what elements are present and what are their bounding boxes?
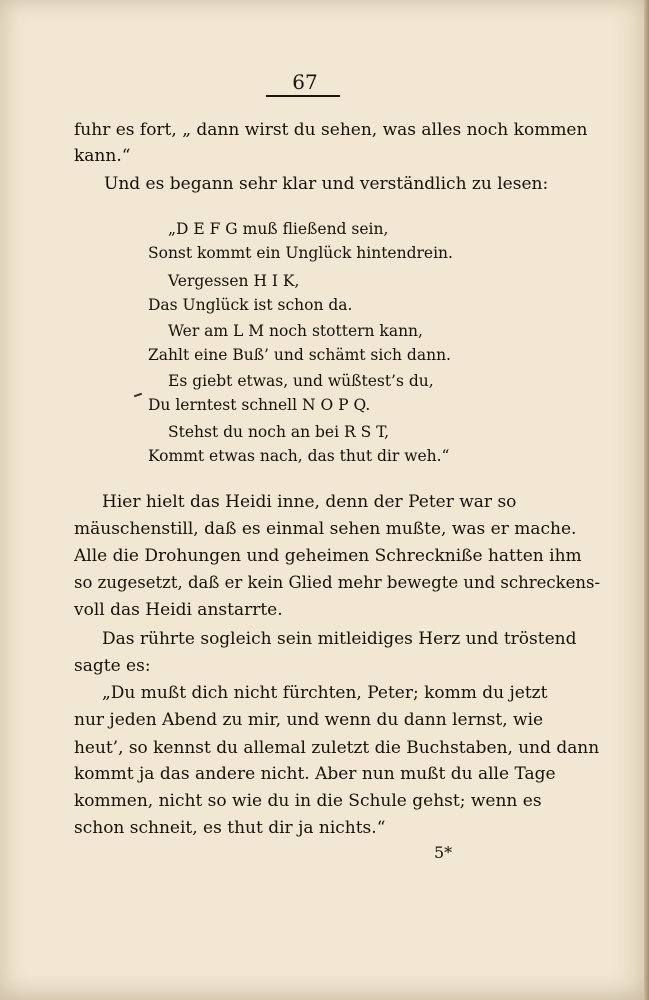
pencil-mark: [134, 393, 142, 398]
verse-line: Es giebt etwas, und wüßtest’s du,: [168, 372, 434, 390]
header-rule: [266, 95, 340, 97]
text-line: kommt ja das andere nicht. Aber nun mußt du alle Tage: [74, 764, 556, 784]
text-line: kommen, nicht so wie du in die Schule gehst; wenn es: [74, 791, 542, 811]
text-line: voll das Heidi anstarrte.: [74, 600, 283, 620]
verse-line: Stehst du noch an bei R S T,: [168, 423, 390, 441]
page-edge: [644, 0, 649, 1000]
verse-line: „D E F G muß fließend sein,: [168, 220, 389, 238]
text-line: Und es begann sehr klar und verständlich zu lesen:: [104, 174, 549, 194]
text-line: so zugesetzt, daß er kein Glied mehr bewegte und schreckens-: [74, 573, 601, 592]
verse-line: Wer am L M noch stottern kann,: [168, 322, 423, 340]
text-line: Hier hielt das Heidi inne, denn der Peter war so: [102, 492, 517, 512]
text-line: heut’, so kennst du allemal zuletzt die Buchstaben, und dann: [74, 737, 600, 757]
text-line: Das rührte sogleich sein mitleidiges Herz und tröstend: [102, 629, 577, 649]
text-line: „Du mußt dich nicht fürchten, Peter; komm du jetzt: [102, 683, 548, 703]
text-line: kann.“: [74, 146, 131, 166]
text-line: fuhr es fort, „ dann wirst du sehen, was alles noch kommen: [74, 120, 588, 140]
verse-line: Das Unglück ist schon da.: [148, 296, 353, 314]
verse-line: Zahlt eine Buß’ und schämt sich dann.: [148, 346, 451, 364]
verse-line: Vergessen H I K,: [168, 272, 300, 290]
verse-line: Du lerntest schnell N O P Q.: [148, 396, 371, 414]
text-line: sagte es:: [74, 656, 151, 676]
text-line: nur jeden Abend zu mir, und wenn du dann lernst, wie: [74, 710, 544, 730]
text-line: schon schneit, es thut dir ja nichts.“: [74, 818, 386, 838]
signature-mark: 5*: [434, 843, 453, 862]
verse-line: Kommt etwas nach, das thut dir weh.“: [148, 447, 450, 465]
page-number: 67: [292, 70, 318, 94]
text-line: Alle die Drohungen und geheimen Schreckniße hatten ihm: [74, 546, 582, 566]
text-line: mäuschenstill, daß es einmal sehen mußte, was er mache.: [74, 519, 577, 539]
verse-line: Sonst kommt ein Unglück hintendrein.: [148, 244, 453, 262]
